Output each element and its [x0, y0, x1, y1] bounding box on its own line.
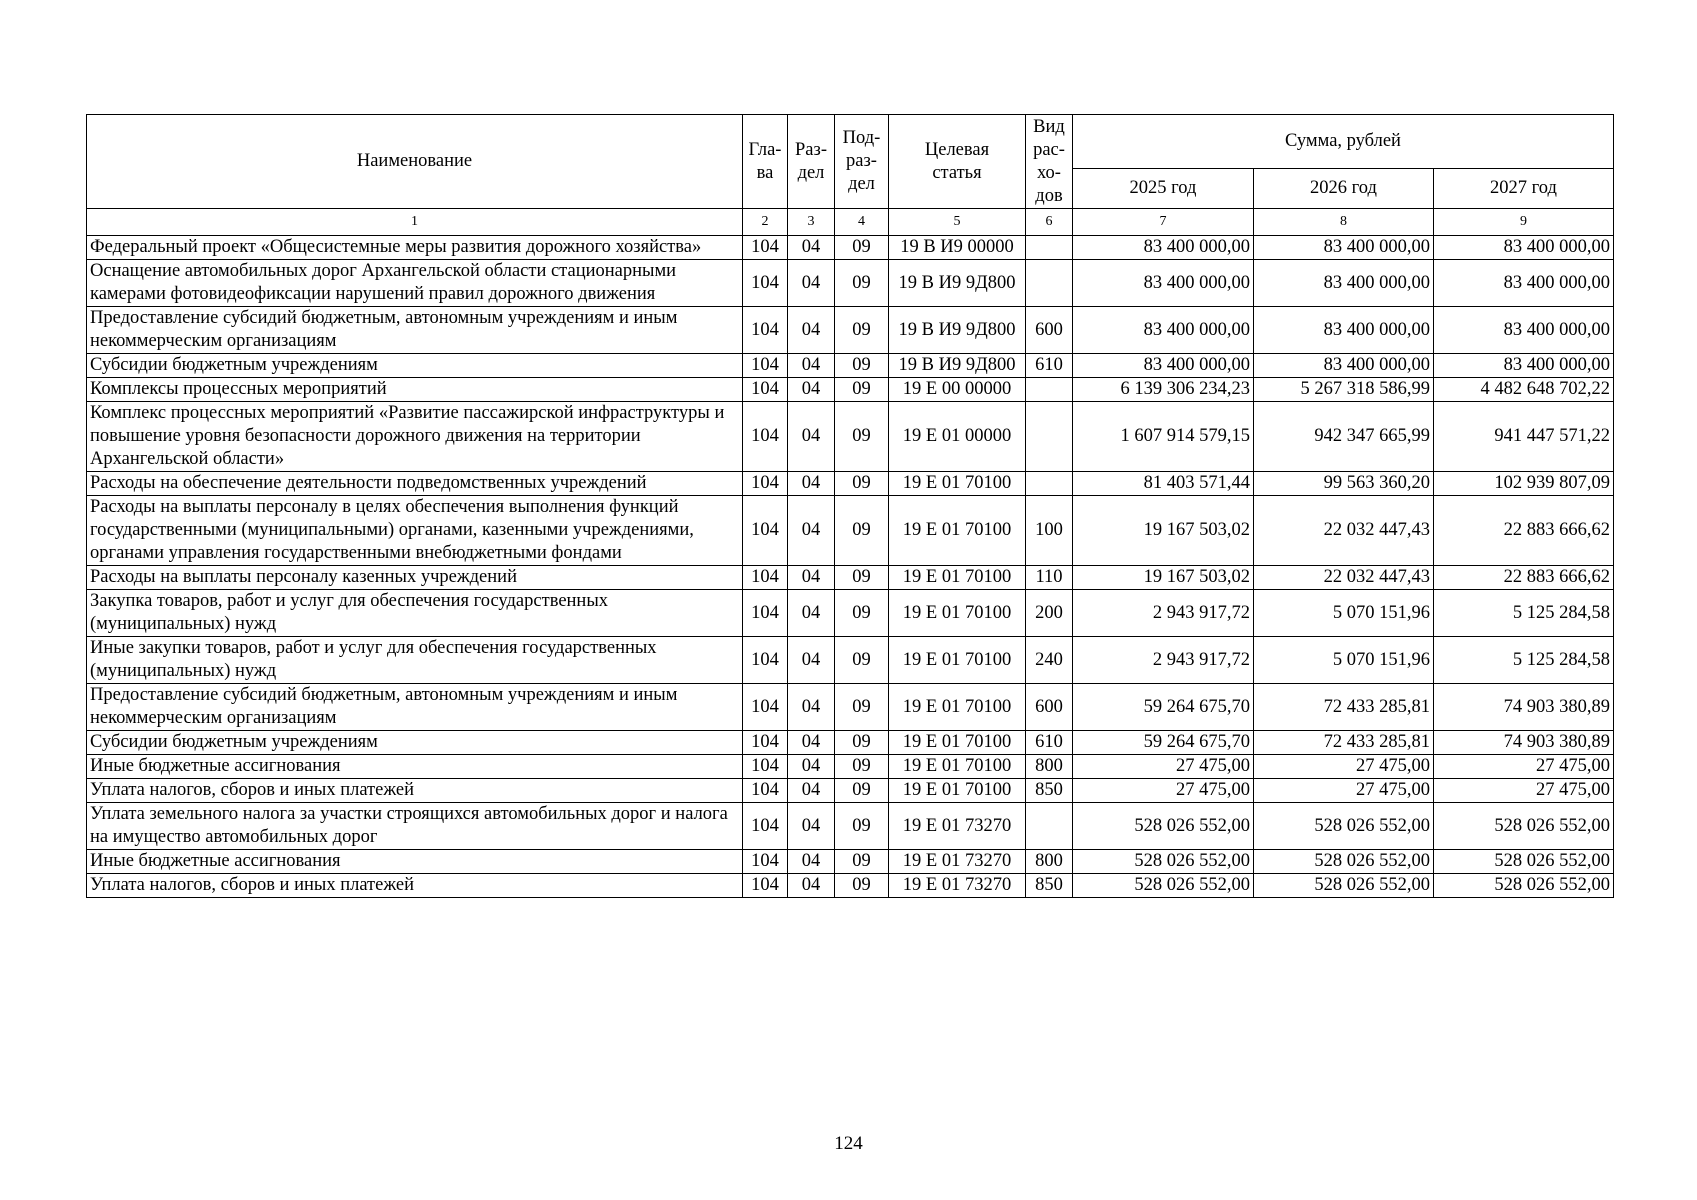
cell-amount-2027: 941 447 571,22 [1434, 402, 1614, 472]
cell-amount-2026: 27 475,00 [1254, 779, 1434, 803]
cell-razdel: 04 [788, 496, 835, 566]
table-row [87, 566, 1614, 590]
cell-amount-2026: 5 070 151,96 [1254, 590, 1434, 637]
cell-podrazdel: 09 [835, 637, 889, 684]
cell-glava: 104 [743, 755, 788, 779]
header-glava: Гла- ва [743, 115, 788, 209]
cell-podrazdel: 09 [835, 307, 889, 354]
cell-amount-2025: 59 264 675,70 [1073, 731, 1254, 755]
cell-name: Уплата налогов, сборов и иных платежей [87, 874, 743, 898]
cell-celevaya-statya: 19 Е 01 70100 [889, 755, 1026, 779]
cell-celevaya-statya: 19 Е 01 70100 [889, 779, 1026, 803]
cell-podrazdel: 09 [835, 236, 889, 260]
cell-amount-2025: 83 400 000,00 [1073, 307, 1254, 354]
cell-vid-rashodov [1026, 378, 1073, 402]
cell-podrazdel: 09 [835, 496, 889, 566]
cell-celevaya-statya: 19 Е 01 73270 [889, 850, 1026, 874]
table-row [87, 779, 1614, 803]
column-number: 3 [788, 209, 835, 236]
cell-amount-2025: 19 167 503,02 [1073, 566, 1254, 590]
cell-vid-rashodov: 610 [1026, 731, 1073, 755]
table-row [87, 472, 1614, 496]
cell-amount-2027: 83 400 000,00 [1434, 354, 1614, 378]
cell-glava: 104 [743, 260, 788, 307]
cell-celevaya-statya: 19 В И9 9Д800 [889, 260, 1026, 307]
cell-glava: 104 [743, 307, 788, 354]
header-year-2027: 2027 год [1434, 169, 1614, 209]
cell-vid-rashodov [1026, 402, 1073, 472]
cell-glava: 104 [743, 731, 788, 755]
cell-amount-2026: 528 026 552,00 [1254, 850, 1434, 874]
cell-amount-2027: 83 400 000,00 [1434, 307, 1614, 354]
header-year-2025: 2025 год [1073, 169, 1254, 209]
table-row [87, 850, 1614, 874]
cell-celevaya-statya: 19 Е 01 70100 [889, 684, 1026, 731]
cell-celevaya-statya: 19 Е 01 70100 [889, 731, 1026, 755]
cell-amount-2026: 22 032 447,43 [1254, 566, 1434, 590]
cell-podrazdel: 09 [835, 590, 889, 637]
column-numbers-row [87, 209, 1614, 236]
cell-amount-2027: 528 026 552,00 [1434, 874, 1614, 898]
table-row [87, 354, 1614, 378]
cell-amount-2026: 72 433 285,81 [1254, 731, 1434, 755]
cell-podrazdel: 09 [835, 755, 889, 779]
cell-vid-rashodov [1026, 236, 1073, 260]
cell-vid-rashodov: 240 [1026, 637, 1073, 684]
cell-name: Субсидии бюджетным учреждениям [87, 731, 743, 755]
cell-podrazdel: 09 [835, 566, 889, 590]
cell-glava: 104 [743, 874, 788, 898]
cell-vid-rashodov: 800 [1026, 850, 1073, 874]
cell-vid-rashodov: 200 [1026, 590, 1073, 637]
cell-razdel: 04 [788, 684, 835, 731]
cell-amount-2025: 83 400 000,00 [1073, 260, 1254, 307]
cell-celevaya-statya: 19 В И9 9Д800 [889, 307, 1026, 354]
cell-vid-rashodov: 110 [1026, 566, 1073, 590]
cell-amount-2026: 72 433 285,81 [1254, 684, 1434, 731]
header-name: Наименование [87, 115, 743, 209]
cell-name: Расходы на выплаты персоналу казенных учреждений [87, 566, 743, 590]
table-row [87, 260, 1614, 307]
cell-celevaya-statya: 19 Е 01 70100 [889, 590, 1026, 637]
cell-name: Закупка товаров, работ и услуг для обеспечения государственных (муниципальных) нужд [87, 590, 743, 637]
cell-amount-2025: 27 475,00 [1073, 779, 1254, 803]
cell-name: Оснащение автомобильных дорог Архангельской области стационарными камерами фотовидеофиксации нарушений правил дорожного движения [87, 260, 743, 307]
column-number: 8 [1254, 209, 1434, 236]
cell-razdel: 04 [788, 378, 835, 402]
cell-podrazdel: 09 [835, 803, 889, 850]
cell-podrazdel: 09 [835, 402, 889, 472]
cell-amount-2027: 5 125 284,58 [1434, 590, 1614, 637]
cell-celevaya-statya: 19 Е 01 70100 [889, 496, 1026, 566]
cell-celevaya-statya: 19 Е 01 70100 [889, 566, 1026, 590]
cell-vid-rashodov: 600 [1026, 307, 1073, 354]
cell-amount-2027: 528 026 552,00 [1434, 850, 1614, 874]
column-number: 6 [1026, 209, 1073, 236]
cell-amount-2025: 19 167 503,02 [1073, 496, 1254, 566]
cell-razdel: 04 [788, 637, 835, 684]
cell-razdel: 04 [788, 566, 835, 590]
cell-glava: 104 [743, 472, 788, 496]
cell-glava: 104 [743, 354, 788, 378]
cell-celevaya-statya: 19 Е 01 70100 [889, 637, 1026, 684]
cell-glava: 104 [743, 566, 788, 590]
cell-podrazdel: 09 [835, 260, 889, 307]
column-number: 7 [1073, 209, 1254, 236]
cell-razdel: 04 [788, 850, 835, 874]
cell-amount-2026: 528 026 552,00 [1254, 874, 1434, 898]
cell-name: Комплекс процессных мероприятий «Развитие пассажирской инфраструктуры и повышение уровня безопасности дорожного движения на территории Архангельской области» [87, 402, 743, 472]
cell-name: Расходы на выплаты персоналу в целях обеспечения выполнения функций государственными (муниципальными) органами, казенными учреждениями, органами управления государственными внебюджетными фондами [87, 496, 743, 566]
cell-celevaya-statya: 19 Е 01 73270 [889, 874, 1026, 898]
table-row [87, 874, 1614, 898]
table-row [87, 590, 1614, 637]
cell-celevaya-statya: 19 Е 01 73270 [889, 803, 1026, 850]
cell-name: Уплата земельного налога за участки строящихся автомобильных дорог и налога на имущество автомобильных дорог [87, 803, 743, 850]
cell-amount-2026: 942 347 665,99 [1254, 402, 1434, 472]
header-summa: Сумма, рублей [1073, 115, 1614, 169]
cell-podrazdel: 09 [835, 684, 889, 731]
cell-podrazdel: 09 [835, 731, 889, 755]
cell-razdel: 04 [788, 354, 835, 378]
cell-glava: 104 [743, 779, 788, 803]
cell-name: Иные бюджетные ассигнования [87, 755, 743, 779]
cell-amount-2025: 83 400 000,00 [1073, 236, 1254, 260]
cell-amount-2025: 528 026 552,00 [1073, 803, 1254, 850]
cell-razdel: 04 [788, 472, 835, 496]
cell-name: Предоставление субсидий бюджетным, автономным учреждениям и иным некоммерческим организациям [87, 684, 743, 731]
page-number: 124 [834, 1133, 863, 1154]
cell-glava: 104 [743, 236, 788, 260]
cell-amount-2027: 27 475,00 [1434, 755, 1614, 779]
cell-amount-2027: 22 883 666,62 [1434, 566, 1614, 590]
cell-glava: 104 [743, 496, 788, 566]
column-number: 1 [87, 209, 743, 236]
cell-name: Предоставление субсидий бюджетным, автономным учреждениям и иным некоммерческим организациям [87, 307, 743, 354]
cell-amount-2027: 4 482 648 702,22 [1434, 378, 1614, 402]
header-vid-rashodov: Вид рас- хо- дов [1026, 115, 1073, 209]
cell-amount-2025: 81 403 571,44 [1073, 472, 1254, 496]
cell-amount-2027: 83 400 000,00 [1434, 236, 1614, 260]
cell-glava: 104 [743, 378, 788, 402]
cell-amount-2026: 5 070 151,96 [1254, 637, 1434, 684]
cell-amount-2025: 528 026 552,00 [1073, 874, 1254, 898]
column-number: 4 [835, 209, 889, 236]
cell-amount-2026: 27 475,00 [1254, 755, 1434, 779]
cell-name: Иные закупки товаров, работ и услуг для обеспечения государственных (муниципальных) нужд [87, 637, 743, 684]
cell-razdel: 04 [788, 402, 835, 472]
cell-amount-2026: 83 400 000,00 [1254, 236, 1434, 260]
cell-podrazdel: 09 [835, 472, 889, 496]
cell-razdel: 04 [788, 590, 835, 637]
header-celevaya-statya: Целевая статья [889, 115, 1026, 209]
table-row [87, 684, 1614, 731]
cell-amount-2026: 83 400 000,00 [1254, 260, 1434, 307]
cell-glava: 104 [743, 684, 788, 731]
cell-celevaya-statya: 19 Е 00 00000 [889, 378, 1026, 402]
cell-amount-2025: 59 264 675,70 [1073, 684, 1254, 731]
cell-amount-2025: 2 943 917,72 [1073, 637, 1254, 684]
cell-podrazdel: 09 [835, 378, 889, 402]
cell-vid-rashodov [1026, 803, 1073, 850]
table-row [87, 402, 1614, 472]
table-row [87, 307, 1614, 354]
table-row [87, 803, 1614, 850]
cell-podrazdel: 09 [835, 354, 889, 378]
cell-celevaya-statya: 19 Е 01 00000 [889, 402, 1026, 472]
cell-razdel: 04 [788, 803, 835, 850]
cell-vid-rashodov [1026, 260, 1073, 307]
cell-amount-2025: 1 607 914 579,15 [1073, 402, 1254, 472]
cell-celevaya-statya: 19 В И9 00000 [889, 236, 1026, 260]
cell-vid-rashodov: 850 [1026, 874, 1073, 898]
cell-amount-2027: 83 400 000,00 [1434, 260, 1614, 307]
cell-amount-2026: 5 267 318 586,99 [1254, 378, 1434, 402]
table-body [87, 236, 1614, 898]
cell-name: Уплата налогов, сборов и иных платежей [87, 779, 743, 803]
cell-amount-2027: 22 883 666,62 [1434, 496, 1614, 566]
cell-amount-2026: 22 032 447,43 [1254, 496, 1434, 566]
cell-vid-rashodov: 800 [1026, 755, 1073, 779]
column-number: 9 [1434, 209, 1614, 236]
column-number: 5 [889, 209, 1026, 236]
cell-razdel: 04 [788, 260, 835, 307]
table-row [87, 755, 1614, 779]
cell-amount-2027: 74 903 380,89 [1434, 731, 1614, 755]
cell-amount-2025: 27 475,00 [1073, 755, 1254, 779]
cell-name: Расходы на обеспечение деятельности подведомственных учреждений [87, 472, 743, 496]
table-row [87, 378, 1614, 402]
cell-amount-2027: 528 026 552,00 [1434, 803, 1614, 850]
cell-amount-2027: 27 475,00 [1434, 779, 1614, 803]
cell-name: Иные бюджетные ассигнования [87, 850, 743, 874]
cell-vid-rashodov: 610 [1026, 354, 1073, 378]
cell-razdel: 04 [788, 779, 835, 803]
cell-amount-2027: 74 903 380,89 [1434, 684, 1614, 731]
budget-table [86, 114, 1614, 898]
header-year-2026: 2026 год [1254, 169, 1434, 209]
cell-podrazdel: 09 [835, 779, 889, 803]
cell-amount-2026: 99 563 360,20 [1254, 472, 1434, 496]
header-podrazdel: Под- раз- дел [835, 115, 889, 209]
cell-amount-2026: 528 026 552,00 [1254, 803, 1434, 850]
cell-glava: 104 [743, 637, 788, 684]
table-row [87, 236, 1614, 260]
cell-razdel: 04 [788, 236, 835, 260]
table-row [87, 731, 1614, 755]
cell-vid-rashodov [1026, 472, 1073, 496]
cell-amount-2025: 528 026 552,00 [1073, 850, 1254, 874]
cell-glava: 104 [743, 803, 788, 850]
cell-glava: 104 [743, 850, 788, 874]
cell-amount-2027: 102 939 807,09 [1434, 472, 1614, 496]
cell-amount-2026: 83 400 000,00 [1254, 354, 1434, 378]
cell-name: Федеральный проект «Общесистемные меры развития дорожного хозяйства» [87, 236, 743, 260]
table-row [87, 496, 1614, 566]
header-razdel: Раз- дел [788, 115, 835, 209]
cell-vid-rashodov: 100 [1026, 496, 1073, 566]
cell-glava: 104 [743, 590, 788, 637]
cell-vid-rashodov: 850 [1026, 779, 1073, 803]
cell-razdel: 04 [788, 731, 835, 755]
column-number: 2 [743, 209, 788, 236]
cell-glava: 104 [743, 402, 788, 472]
cell-amount-2027: 5 125 284,58 [1434, 637, 1614, 684]
cell-amount-2025: 6 139 306 234,23 [1073, 378, 1254, 402]
cell-razdel: 04 [788, 755, 835, 779]
cell-amount-2025: 2 943 917,72 [1073, 590, 1254, 637]
cell-name: Комплексы процессных мероприятий [87, 378, 743, 402]
cell-razdel: 04 [788, 874, 835, 898]
cell-razdel: 04 [788, 307, 835, 354]
cell-amount-2026: 83 400 000,00 [1254, 307, 1434, 354]
cell-podrazdel: 09 [835, 874, 889, 898]
cell-name: Субсидии бюджетным учреждениям [87, 354, 743, 378]
cell-amount-2025: 83 400 000,00 [1073, 354, 1254, 378]
cell-celevaya-statya: 19 Е 01 70100 [889, 472, 1026, 496]
cell-podrazdel: 09 [835, 850, 889, 874]
cell-vid-rashodov: 600 [1026, 684, 1073, 731]
table-row [87, 637, 1614, 684]
cell-celevaya-statya: 19 В И9 9Д800 [889, 354, 1026, 378]
